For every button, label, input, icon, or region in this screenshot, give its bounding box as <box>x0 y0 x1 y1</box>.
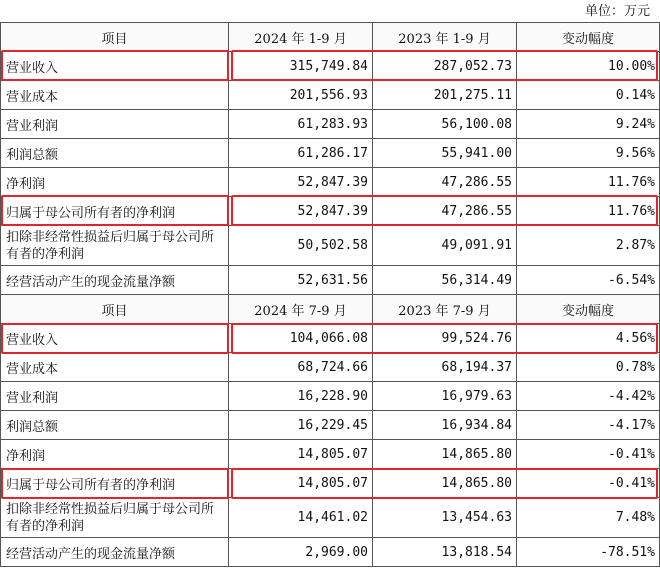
table-row <box>1 52 660 81</box>
value-2024: 52,631.56 <box>229 266 373 295</box>
row-label: 扣除非经常性损益后归属于母公司所有者的净利润 <box>1 226 229 266</box>
value-2023: 56,314.49 <box>373 266 517 295</box>
table-row <box>1 266 660 295</box>
value-2024: 68,724.66 <box>229 353 373 382</box>
row-label: 经营活动产生的现金流量净额 <box>1 538 229 567</box>
table-row <box>1 226 660 266</box>
header-2023: 2023 年 7-9 月 <box>373 295 517 324</box>
change-pct: 9.24% <box>517 110 660 139</box>
value-2024: 315,749.84 <box>229 52 373 81</box>
row-label: 归属于母公司所有者的净利润 <box>1 197 229 226</box>
value-2023: 47,286.55 <box>373 197 517 226</box>
row-label: 营业成本 <box>1 353 229 382</box>
row-label: 净利润 <box>1 440 229 469</box>
table-row <box>1 382 660 411</box>
table-row <box>1 469 660 498</box>
row-label: 净利润 <box>1 168 229 197</box>
table-row <box>1 498 660 538</box>
value-2023: 201,275.11 <box>373 81 517 110</box>
change-pct: 11.76% <box>517 168 660 197</box>
header-2023: 2023 年 1-9 月 <box>373 23 517 52</box>
change-pct: -78.51% <box>517 538 660 567</box>
change-pct: 2.87% <box>517 226 660 266</box>
change-pct: -4.42% <box>517 382 660 411</box>
change-pct: 0.14% <box>517 81 660 110</box>
value-2023: 55,941.00 <box>373 139 517 168</box>
value-2024: 2,969.00 <box>229 538 373 567</box>
header-change: 变动幅度 <box>517 295 660 324</box>
financial-table <box>0 22 660 567</box>
value-2024: 14,805.07 <box>229 440 373 469</box>
value-2023: 13,454.63 <box>373 498 517 538</box>
change-pct: 7.48% <box>517 498 660 538</box>
row-label: 营业收入 <box>1 324 229 353</box>
header-2024: 2024 年 1-9 月 <box>229 23 373 52</box>
header-item: 项目 <box>1 295 229 324</box>
table-row <box>1 353 660 382</box>
header-row-7-9 <box>1 295 660 324</box>
row-label: 利润总额 <box>1 411 229 440</box>
value-2023: 287,052.73 <box>373 52 517 81</box>
table-row <box>1 139 660 168</box>
value-2024: 14,461.02 <box>229 498 373 538</box>
change-pct: -4.17% <box>517 411 660 440</box>
header-change: 变动幅度 <box>517 23 660 52</box>
change-pct: -0.41% <box>517 469 660 498</box>
value-2023: 16,934.84 <box>373 411 517 440</box>
change-pct: -0.41% <box>517 440 660 469</box>
table-row <box>1 197 660 226</box>
value-2024: 104,066.08 <box>229 324 373 353</box>
table-row <box>1 110 660 139</box>
value-2023: 47,286.55 <box>373 168 517 197</box>
value-2023: 56,100.08 <box>373 110 517 139</box>
row-label: 扣除非经常性损益后归属于母公司所有者的净利润 <box>1 498 229 538</box>
table-row <box>1 324 660 353</box>
value-2024: 14,805.07 <box>229 469 373 498</box>
table-row <box>1 538 660 567</box>
row-label: 归属于母公司所有者的净利润 <box>1 469 229 498</box>
value-2024: 50,502.58 <box>229 226 373 266</box>
row-label: 利润总额 <box>1 139 229 168</box>
value-2023: 14,865.80 <box>373 440 517 469</box>
row-label: 营业利润 <box>1 382 229 411</box>
row-label: 经营活动产生的现金流量净额 <box>1 266 229 295</box>
row-label: 营业利润 <box>1 110 229 139</box>
row-label: 营业成本 <box>1 81 229 110</box>
value-2024: 16,229.45 <box>229 411 373 440</box>
value-2023: 49,091.91 <box>373 226 517 266</box>
value-2024: 16,228.90 <box>229 382 373 411</box>
change-pct: 4.56% <box>517 324 660 353</box>
header-row-1-9 <box>1 23 660 52</box>
value-2023: 13,818.54 <box>373 538 517 567</box>
table-row <box>1 81 660 110</box>
value-2023: 16,979.63 <box>373 382 517 411</box>
table-row <box>1 411 660 440</box>
value-2024: 52,847.39 <box>229 168 373 197</box>
unit-label: 单位：万元 <box>584 4 650 19</box>
change-pct: 10.00% <box>517 52 660 81</box>
header-item: 项目 <box>1 23 229 52</box>
value-2024: 61,286.17 <box>229 139 373 168</box>
value-2024: 61,283.93 <box>229 110 373 139</box>
value-2023: 68,194.37 <box>373 353 517 382</box>
change-pct: -6.54% <box>517 266 660 295</box>
value-2024: 52,847.39 <box>229 197 373 226</box>
value-2023: 99,524.76 <box>373 324 517 353</box>
change-pct: 0.78% <box>517 353 660 382</box>
header-2024: 2024 年 7-9 月 <box>229 295 373 324</box>
change-pct: 9.56% <box>517 139 660 168</box>
change-pct: 11.76% <box>517 197 660 226</box>
row-label: 营业收入 <box>1 52 229 81</box>
value-2023: 14,865.80 <box>373 469 517 498</box>
value-2024: 201,556.93 <box>229 81 373 110</box>
table-row <box>1 168 660 197</box>
table-row <box>1 440 660 469</box>
